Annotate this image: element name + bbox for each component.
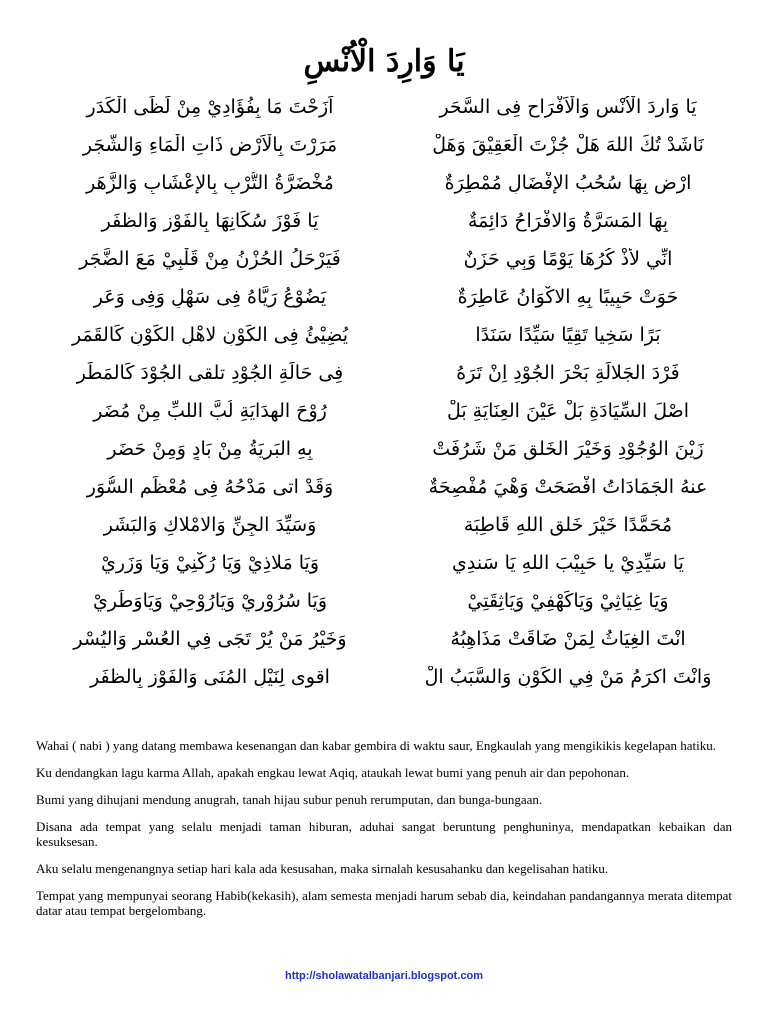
translation-paragraph: Disana ada tempat yang selalu menjadi taman hiburan, aduhai sangat beruntung penghuninya, mendapatkan kebaikan dan kesuksesan.: [36, 819, 732, 849]
couplet: [40, 582, 728, 620]
verse-first-half: انْتَ الغِيَاثُ لِمَنْ ضَاقَتْ مَذَاهِبُهُ: [450, 628, 686, 650]
translation-paragraph: Bumi yang dihujani mendung anugrah, tanah hijau subur penuh rerumputan, dan bunga-bungaan.: [36, 792, 543, 807]
verse-first-half: بَرًا سَخِيا تَقِيًا سَيِّدًا سَنَدًا: [475, 324, 661, 346]
couplet: [40, 126, 728, 164]
verse-first-half: نَاشَدْ تُكَ اللهَ هَلْ جُزْتَ الْعَقِيْقَ وَهَلْ: [432, 134, 704, 156]
verse-second-half: وَسَيِّدَ الجِنِّ وَالامْلاكِ وَالبَشَرِ: [103, 514, 317, 536]
verse-second-half: اَزَحْتَ مَا بِفُؤَادِيْ مِنْ لَظَى الْكَدَرِ: [86, 96, 334, 118]
verse-second-half: فِى حَالَةِ الجُوْدِ تلقى الجُوْدَ كَالمَطَرِ: [76, 362, 344, 384]
footer-link[interactable]: http://sholawatalbanjari.blogspot.com: [284, 970, 483, 982]
verse-first-half: بِهَا المَسَرَّةُ وَالافْرَاحُ دَائِمَةٌ: [468, 210, 668, 232]
verse-first-half: ارْضٍ بِهَا سُحُبُ الإفْضَالِ مُمْطِرَةٌ: [444, 172, 692, 194]
couplet: [40, 620, 728, 658]
verse-second-half: يَضُوْعُ رَيَّاهُ فِى سَهْلٍ وَفِى وَعَرِ: [93, 286, 327, 308]
couplet: [40, 658, 728, 696]
translation-paragraph: Ku dendangkan lagu karma Allah, apakah engkau lewat Aqiq, ataukah lewat bumi yang penuh air dan pepohonan.: [36, 765, 630, 780]
translation-paragraph: Wahai ( nabi ) yang datang membawa kesenangan dan kabar gembira di waktu saur, Engkaulah yang mengikikis kegelapan hatiku.: [36, 738, 716, 753]
couplet: [40, 468, 728, 506]
verse-first-half: عنهُ الجَمَادَاتُ افْصَحَتْ وَهْيَ مُفْصِحَةٌ: [428, 476, 708, 498]
verse-second-half: مُخْضَرَّةُ التُّرْبِ بِالإعْشَابِ وَالزَّهَرِ: [86, 172, 334, 194]
poem-verses: [40, 88, 728, 696]
couplet: [40, 88, 728, 126]
couplet: [40, 240, 728, 278]
couplet: [40, 392, 728, 430]
verse-first-half: فَرْدَ الجَلالَةِ بَحْرَ الجُوْدِ اِنْ تَرَهُ: [456, 362, 680, 384]
verse-first-half: مُحَمَّدًا خَيْرَ خَلقِ اللهِ قَاطِبَة: [463, 514, 673, 536]
verse-first-half: اصْلَ السِّيَادَةِ بَلْ عَيْنَ العِنَايَةِ بَلْ: [446, 400, 690, 422]
verse-second-half: اقوى لِنَيْلِ المُنَى وَالفَوْزِ بِالظفَرِ: [90, 666, 330, 688]
verse-second-half: وَيَا سُرُوْرِيْ وَيَارُوْحِيْ وَيَاوَطَرِيْ: [92, 590, 328, 612]
couplet: [40, 316, 728, 354]
couplet: [40, 278, 728, 316]
verse-first-half: انِّي لأذْ كُرُهَا يَوْمًا وَبِي حَزَنٌ: [463, 248, 673, 270]
couplet: [40, 164, 728, 202]
verse-second-half: وَقَدْ اتى مَدْحُهُ فِى مُعْظَمِ السُّوَرِ: [86, 476, 334, 498]
couplet: [40, 354, 728, 392]
verse-second-half: رُوْحَ الهِدَايَةِ لُبَّ اللبِّ مِنْ مُضَرِ: [93, 400, 327, 422]
couplet: [40, 544, 728, 582]
verse-first-half: وَيَا غِيَاثِيْ وَيَاكَهْفِيْ وَيَاثِقَتِيْ: [467, 590, 669, 612]
verse-first-half: يَا سَيِّدِيْ يا حَبِيْبَ اللهِ يَا سَندِي: [452, 552, 684, 574]
verse-second-half: وَيَا مَلاذِيْ وَيَا رُكْنِيْ وَيَا وَزَرِيْ: [101, 552, 319, 574]
couplet: [40, 430, 728, 468]
translation-paragraph: Aku selalu mengenangnya setiap hari kala ada kesusahan, maka sirnalah kesusahanku dan kegelisahan hatiku.: [36, 861, 609, 876]
verse-second-half: مَرَرْتَ بِالْاَرْضِ ذَاتِ الْمَاءِ وَالشَّجَرِ: [82, 134, 338, 156]
verse-first-half: حَوَتْ حَبِيبًا بِهِ الاكْوَانُ عَاطِرَةٌ: [457, 286, 679, 308]
verse-second-half: يُضِيْئُ فِى الكَوْنِ لاهْلِ الكَوْنِ كَالقَمَرِ: [71, 324, 349, 346]
verse-first-half: يَا وَارِدَ الْاُنْسِ وَالْاَفْرَاحِ فِى السَّحَرِ: [439, 96, 697, 118]
verse-second-half: يَا فَوْزَ سُكَانِهَا بِالفَوْزِ وَالظفَرِ: [101, 210, 319, 232]
page-title: يَا وَارِدَ الْاُنْسِ: [303, 44, 465, 79]
verse-second-half: وَخَيْرُ مَنْ يُرْ تَجَى فِي العُسْرِ وَاليُسْرِ: [73, 628, 347, 650]
translation-paragraph: Tempat yang mempunyai seorang Habib(kekasih), alam semesta menjadi harum sebab dia, keindahan pandangannya merata ditempat datar atau tempat bergelombang.: [36, 888, 732, 918]
verse-second-half: بِهِ البَرِيَةُ مِنْ بَادٍ وَمِنْ حَضَرِ: [107, 438, 313, 460]
verse-first-half: وَانْتَ اكرَمُ مَنْ فِي الكَوْنِ وَالسَّبَبُ الْ: [424, 666, 712, 688]
couplet: [40, 506, 728, 544]
verse-first-half: زَيْنَ الوُجُوْدِ وَخَيْرَ الخَلقِ مَنْ شَرُفَتْ: [432, 438, 704, 460]
couplet: [40, 202, 728, 240]
translation-text: [36, 738, 732, 930]
verse-second-half: فَيَرْحَلُ الحُزْنُ مِنْ قَلْبِيْ مَعَ الضَّجَرِ: [79, 248, 341, 270]
